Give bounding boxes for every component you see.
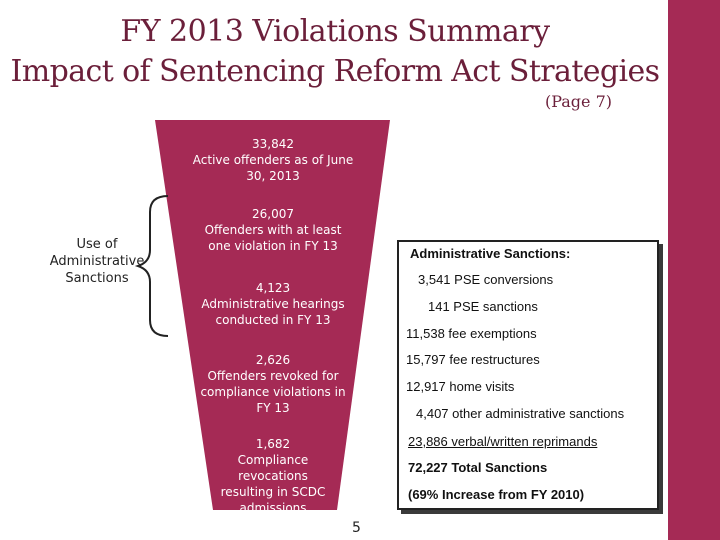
slide-number: 5 — [352, 520, 361, 536]
brace-label: Use of Administrative Sanctions — [49, 237, 145, 286]
stage-value: 1,682 — [255, 437, 291, 451]
sanction-item: 11,538 fee exemptions — [406, 326, 537, 341]
stage-value: 2,626 — [255, 353, 291, 367]
sanction-item: 141 PSE sanctions — [428, 299, 538, 314]
stage-label: Offenders revoked for compliance violations in FY 13 — [200, 369, 346, 415]
sanctions-increase: (69% Increase from FY 2010) — [408, 487, 585, 502]
stage-value: 33,842 — [252, 137, 294, 151]
slide-title: FY 2013 Violations Summary — [120, 14, 550, 49]
funnel-stage-revoked — [200, 352, 346, 416]
sanction-item: 23,886 verbal/written reprimands — [408, 434, 598, 449]
sanction-item: 12,917 home visits — [406, 379, 515, 394]
stage-value: 4,123 — [255, 281, 291, 295]
stage-label: Compliance revocations resulting in SCDC admissions — [220, 453, 326, 515]
sanctions-heading: Administrative Sanctions: — [410, 246, 571, 261]
funnel-stage-active-offenders — [190, 136, 356, 184]
page-reference: (Page 7) — [544, 92, 612, 111]
sanction-item: 3,541 PSE conversions — [418, 272, 554, 287]
funnel-stage-hearings — [198, 280, 348, 328]
funnel-stage-violations — [198, 206, 348, 254]
sanction-item: 15,797 fee restructures — [406, 352, 540, 367]
funnel-stage-scdc-admissions — [214, 436, 332, 516]
stage-label: Active offenders as of June 30, 2013 — [192, 153, 354, 183]
sanction-item: 4,407 other administrative sanctions — [416, 406, 625, 421]
stage-label: Administrative hearings conducted in FY 13 — [201, 297, 345, 327]
stage-label: Offenders with at least one violation in FY 13 — [204, 223, 342, 253]
slide-subtitle: Impact of Sentencing Reform Act Strategies — [10, 54, 660, 89]
sanctions-total: 72,227 Total Sanctions — [408, 460, 548, 475]
stage-value: 26,007 — [252, 207, 294, 221]
